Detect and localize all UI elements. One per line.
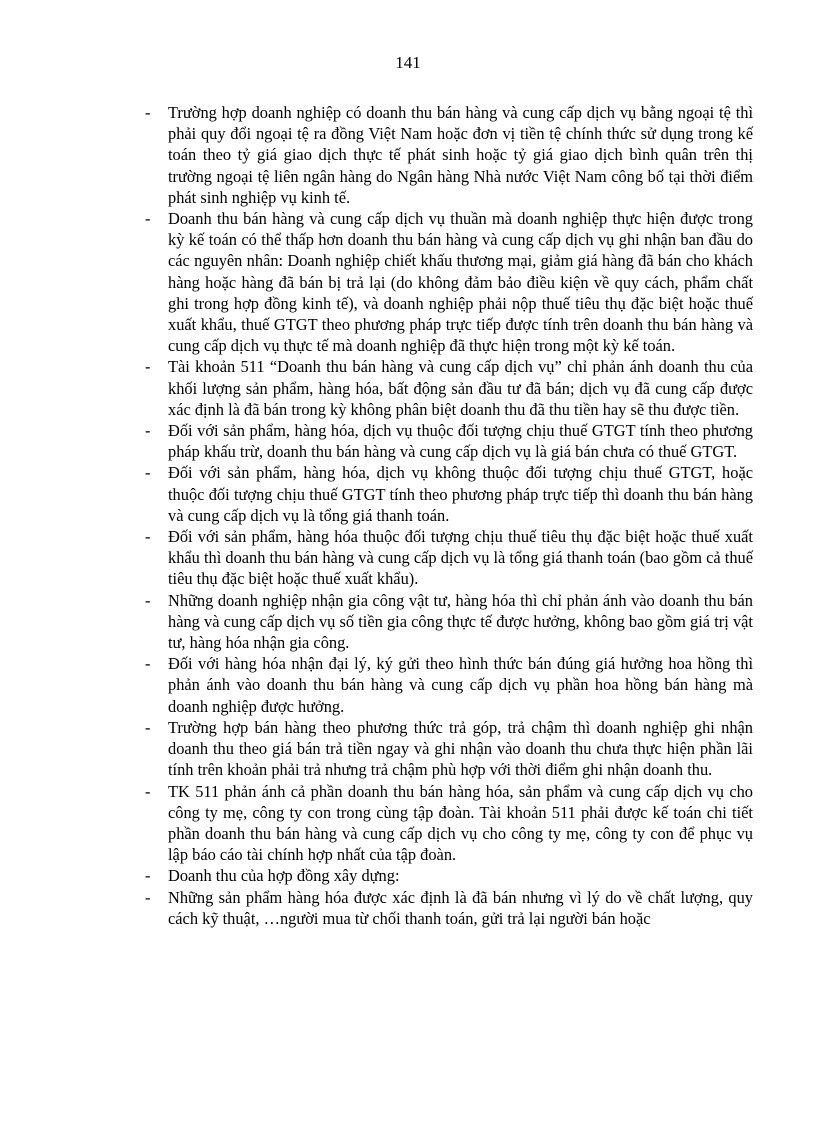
list-item xyxy=(145,102,753,208)
list-item-text: Đối với sản phẩm, hàng hóa thuộc đối tượng chịu thuế tiêu thụ đặc biệt hoặc thuế xuất khẩu thì doanh thu bán hàng và cung cấp dịch vụ là tổng giá thanh toán (bao gồm cả thuế tiêu thụ đặc biệt hoặc thuế xuất khẩu). xyxy=(168,527,753,589)
page-number: 141 xyxy=(395,53,421,72)
list-item xyxy=(145,865,753,886)
list-item-text: Những doanh nghiệp nhận gia công vật tư, hàng hóa thì chỉ phản ánh vào doanh thu bán hàng và cung cấp dịch vụ số tiền gia công thực tế được hưởng, không bao gồm giá trị vật tư, hàng hóa nhận gia công. xyxy=(168,590,753,653)
list-item-text: Doanh thu bán hàng và cung cấp dịch vụ thuần mà doanh nghiệp thực hiện được trong kỳ kế toán có thể thấp hơn doanh thu bán hàng và cung cấp dịch vụ ghi nhận ban đầu do các nguyên nhân: Doanh nghiệp chiết khấu thương mại, giảm giá hàng đã bán cho khách hàng hoặc hàng đã bán bị trả lại (do không đảm bảo điều kiện về quy cách, phẩm chất ghi trong hợp đồng kinh tế), và doanh nghiệp phải nộp thuế tiêu thụ đặc biệt hoặc thuế xuất khẩu, thuế GTGT theo phương pháp trực tiếp được tính trên doanh thu bán hàng và cung cấp dịch vụ thực tế mà doanh nghiệp đã thực hiện trong một kỳ kế toán. xyxy=(168,209,753,356)
list-item xyxy=(145,781,753,866)
dash-bullet: - xyxy=(145,654,151,674)
list-item-text: Tài khoản 511 “Doanh thu bán hàng và cung cấp dịch vụ” chỉ phản ánh doanh thu của khối lượng sản phẩm, hàng hóa, bất động sản đầu tư đã bán; dịch vụ đã cung cấp được xác định là đã bán trong kỳ không phân biệt doanh thu đã thu tiền hay sẽ thu được tiền. xyxy=(168,357,753,419)
dash-bullet: - xyxy=(145,357,151,377)
dash-bullet: - xyxy=(145,590,151,610)
list-item-text: Đối với sản phẩm, hàng hóa, dịch vụ thuộc đối tượng chịu thuế GTGT tính theo phương pháp khấu trừ, doanh thu bán hàng và cung cấp dịch vụ là giá bán chưa có thuế GTGT. xyxy=(168,421,753,462)
list-item-text: Trường hợp bán hàng theo phương thức trả góp, trả chậm thì doanh nghiệp ghi nhận doanh thu theo giá bán trả tiền ngay và ghi nhận vào doanh thu chưa thực hiện phần lãi tính trên khoản phải trả nhưng trả chậm phù hợp với thời điểm ghi nhận doanh thu. xyxy=(168,717,753,780)
list-item xyxy=(145,356,753,420)
dash-bullet: - xyxy=(145,209,151,229)
dash-bullet: - xyxy=(145,717,151,737)
list-item-text: Doanh thu của hợp đồng xây dựng: xyxy=(168,866,400,886)
dash-bullet: - xyxy=(145,866,151,886)
list-item xyxy=(145,590,753,654)
dash-bullet: - xyxy=(145,527,151,547)
list-item-text: Trường hợp doanh nghiệp có doanh thu bán hàng và cung cấp dịch vụ bằng ngoại tệ thì phải quy đổi ngoại tệ ra đồng Việt Nam hoặc đơn vị tiền tệ chính thức sử dụng trong kế toán theo tỷ giá giao dịch thực tế phát sinh hoặc tỷ giá giao dịch bình quân trên thị trường ngoại tệ liên ngân hàng do Ngân hàng Nhà nước Việt Nam công bố tại thời điểm phát sinh nghiệp vụ kinh tế. xyxy=(168,103,753,207)
list-item xyxy=(145,208,753,356)
list-item-text: Những sản phẩm hàng hóa được xác định là đã bán nhưng vì lý do về chất lượng, quy cách kỹ thuật, …người mua từ chối thanh toán, gửi trả lại người bán hoặc xyxy=(168,887,753,928)
list-item xyxy=(145,717,753,781)
list-item xyxy=(145,526,753,590)
list-item-text: TK 511 phản ánh cả phần doanh thu bán hàng hóa, sản phẩm và cung cấp dịch vụ cho công ty mẹ, công ty con trong cùng tập đoàn. Tài khoản 511 phải được kế toán chi tiết phần doanh thu bán hàng và cung cấp dịch vụ cho công ty mẹ, công ty con để phục vụ lập báo cáo tài chính hợp nhất của tập đoàn. xyxy=(168,781,753,865)
list-item-text: Đối với sản phẩm, hàng hóa, dịch vụ không thuộc đối tượng chịu thuế GTGT, hoặc thuộc đối tượng chịu thuế GTGT tính theo phương pháp trực tiếp thì doanh thu bán hàng và cung cấp dịch vụ là tổng giá thanh toán. xyxy=(168,463,753,525)
list-item xyxy=(145,420,753,462)
dash-bullet: - xyxy=(145,421,151,441)
list-item xyxy=(145,653,753,717)
list-item-text: Đối với hàng hóa nhận đại lý, ký gửi theo hình thức bán đúng giá hưởng hoa hồng thì phản ánh vào doanh thu bán hàng và cung cấp dịch vụ phần hoa hồng bán hàng mà doanh nghiệp được hưởng. xyxy=(168,654,753,716)
dash-bullet: - xyxy=(145,103,151,122)
list-item xyxy=(145,462,753,526)
list-item xyxy=(145,887,753,929)
bullet-list xyxy=(145,102,753,929)
dash-bullet: - xyxy=(145,463,151,483)
dash-bullet: - xyxy=(145,887,151,907)
dash-bullet: - xyxy=(145,781,151,801)
